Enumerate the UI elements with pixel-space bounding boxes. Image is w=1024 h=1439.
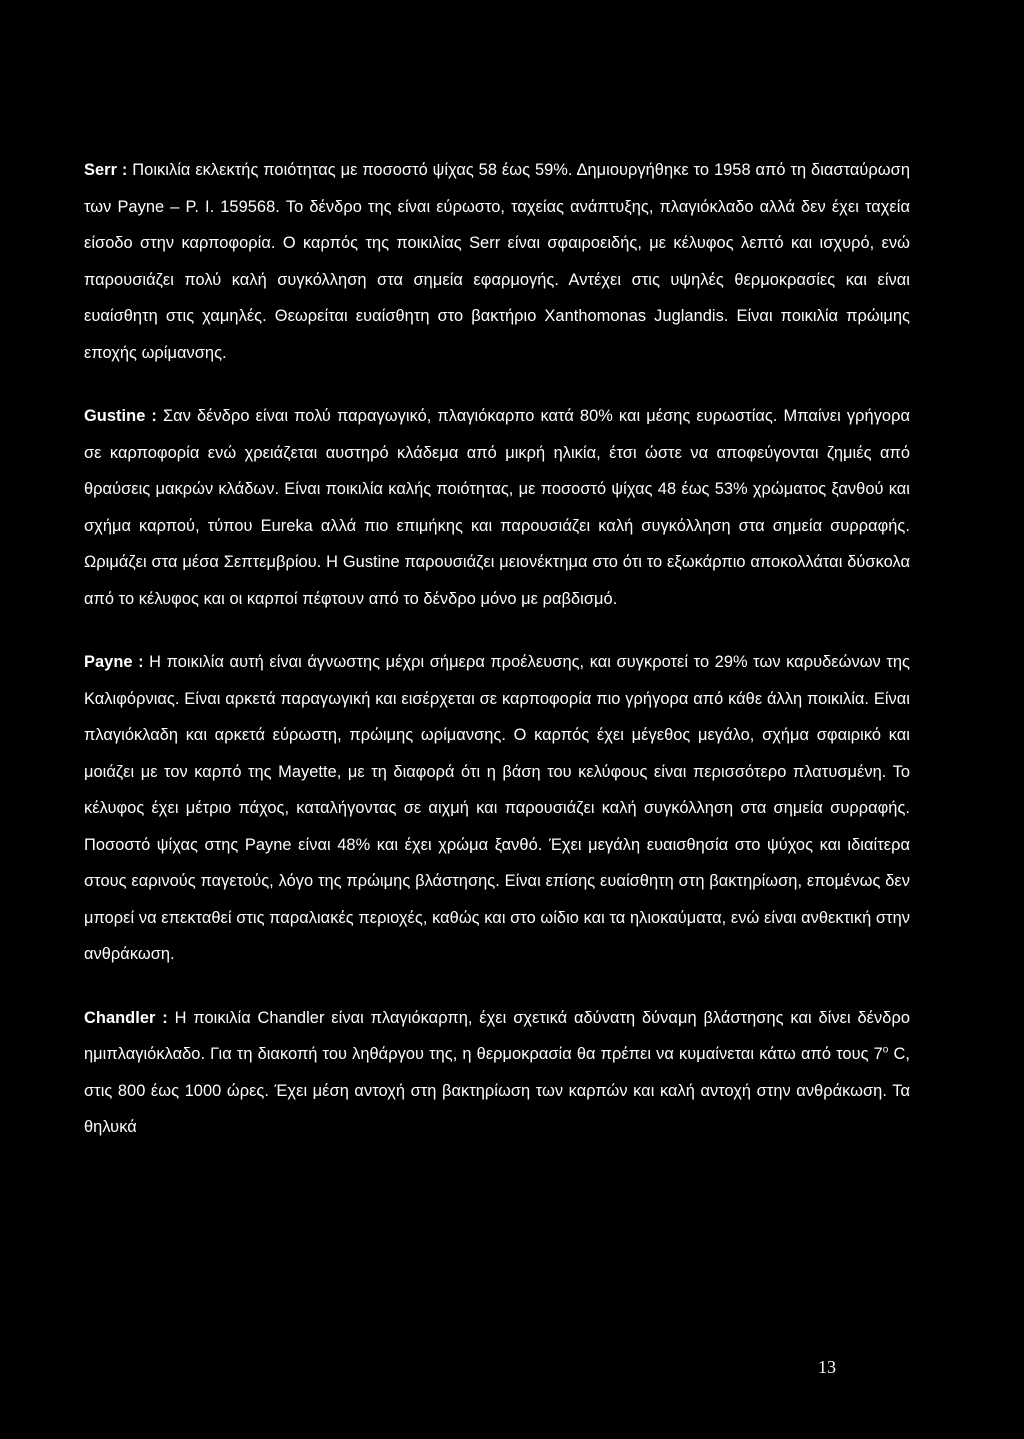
paragraph-chandler <box>84 1000 910 1146</box>
document-body <box>84 152 910 1146</box>
degree-superscript: o <box>882 1044 889 1056</box>
paragraph-gustine <box>84 398 910 617</box>
variety-name-gustine: Gustine : <box>84 407 157 425</box>
paragraph-serr <box>84 152 910 371</box>
paragraph-text-chandler-part2: C, στις 800 έως 1000 ώρες. Έχει μέση αντοχή στη βακτηρίωση των καρπών και καλή αντοχή στην ανθράκωση. Τα θηλυκά <box>84 1045 910 1136</box>
variety-name-chandler: Chandler : <box>84 1008 168 1027</box>
paragraph-text-gustine: Σαν δένδρο είναι πολύ παραγωγικό, πλαγιόκαρπο κατά 80% και μέσης ευρωστίας. Μπαίνει γρήγορα σε καρποφορία ενώ χρειάζεται αυστηρό κλάδεμα από μικρή ηλικία, έτσι ώστε να αποφεύγονται ζημιές από θραύσεις μακρών κλάδων. Είναι ποικιλία καλής ποιότητας, με ποσοστό ψίχας 48 έως 53% χρώματος ξανθού και σχήμα καρπού, τύπου Eureka αλλά πιο επιμήκης και παρουσιάζει καλή συγκόλληση στα σημεία συρραφής. Ωριμάζει στα μέσα Σεπτεμβρίου. Η Gustine παρουσιάζει μειονέκτημα στο ότι το εξωκάρπιο αποκολλάται δύσκολα από το κέλυφος και οι καρποί πέφτουν από το δένδρο μόνο με ραβδισμό. <box>84 407 911 608</box>
variety-name-payne: Payne : <box>84 653 144 671</box>
page-number: 13 <box>818 1357 836 1377</box>
paragraph-text-payne: Η ποικιλία αυτή είναι άγνωστης μέχρι σήμερα προέλευσης, και συγκροτεί το 29% των καρυδεώνων της Καλιφόρνιας. Είναι αρκετά παραγωγική και εισέρχεται σε καρποφορία πιο γρήγορα από κάθε άλλη ποικιλία. Είναι πλαγιόκλαδη και αρκετά εύρωστη, πρώιμης ωρίμανσης. Ο καρπός έχει μέγεθος μεγάλο, σχήμα σφαιρικό και μοιάζει με τον καρπό της Mayette, με τη διαφορά ότι η βάση του κελύφους είναι περισσότερο πλατυσμένη. Το κέλυφος έχει μέτριο πάχος, καταλήγοντας σε αιχμή και παρουσιάζει καλή συγκόλληση στα σημεία συρραφής. Ποσοστό ψίχας στης Payne είναι 48% και έχει χρώμα ξανθό. Έχει μεγάλη ευαισθησία στο ψύχος και ιδιαίτερα στους εαρινούς παγετούς, λόγο της πρώιμης βλάστησης. Είναι επίσης ευαίσθητη στη βακτηρίωση, επομένως δεν μπορεί να επεκταθεί στις παραλιακές περιοχές, καθώς και στο ωίδιο και τα ηλιοκαύματα, ενώ είναι ανθεκτική στην ανθράκωση. <box>84 653 910 963</box>
paragraph-text-chandler-part1: Η ποικιλία Chandler είναι πλαγιόκαρπη, έχει σχετικά αδύνατη δύναμη βλάστησης και δίνει δένδρο ημιπλαγιόκλαδο. Για τη διακοπή του ληθάργου της, η θερμοκρασία θα πρέπει να κυμαίνεται κάτω από τους 7 <box>84 1008 910 1063</box>
paragraph-text-serr: Ποικιλία εκλεκτής ποιότητας με ποσοστό ψίχας 58 έως 59%. Δημιουργήθηκε το 1958 από τη διασταύρωση των Payne – P. I. 159568. Το δένδρο της είναι εύρωστο, ταχείας ανάπτυξης, πλαγιόκλαδο αλλά δεν έχει ταχεία είσοδο στην καρποφορία. Ο καρπός της ποικιλίας Serr είναι σφαιροειδής, με κέλυφος λεπτό και ισχυρό, ενώ παρουσιάζει πολύ καλή συγκόλληση στα σημεία εφαρμογής. Αντέχει στις υψηλές θερμοκρασίες και είναι ευαίσθητη στις χαμηλές. Θεωρείται ευαίσθητη στο βακτήριο Xanthomonas Juglandis. Είναι ποικιλία πρώιμης εποχής ωρίμανσης. <box>84 161 910 362</box>
paragraph-payne <box>84 644 910 973</box>
variety-name-serr: Serr : <box>84 161 128 179</box>
